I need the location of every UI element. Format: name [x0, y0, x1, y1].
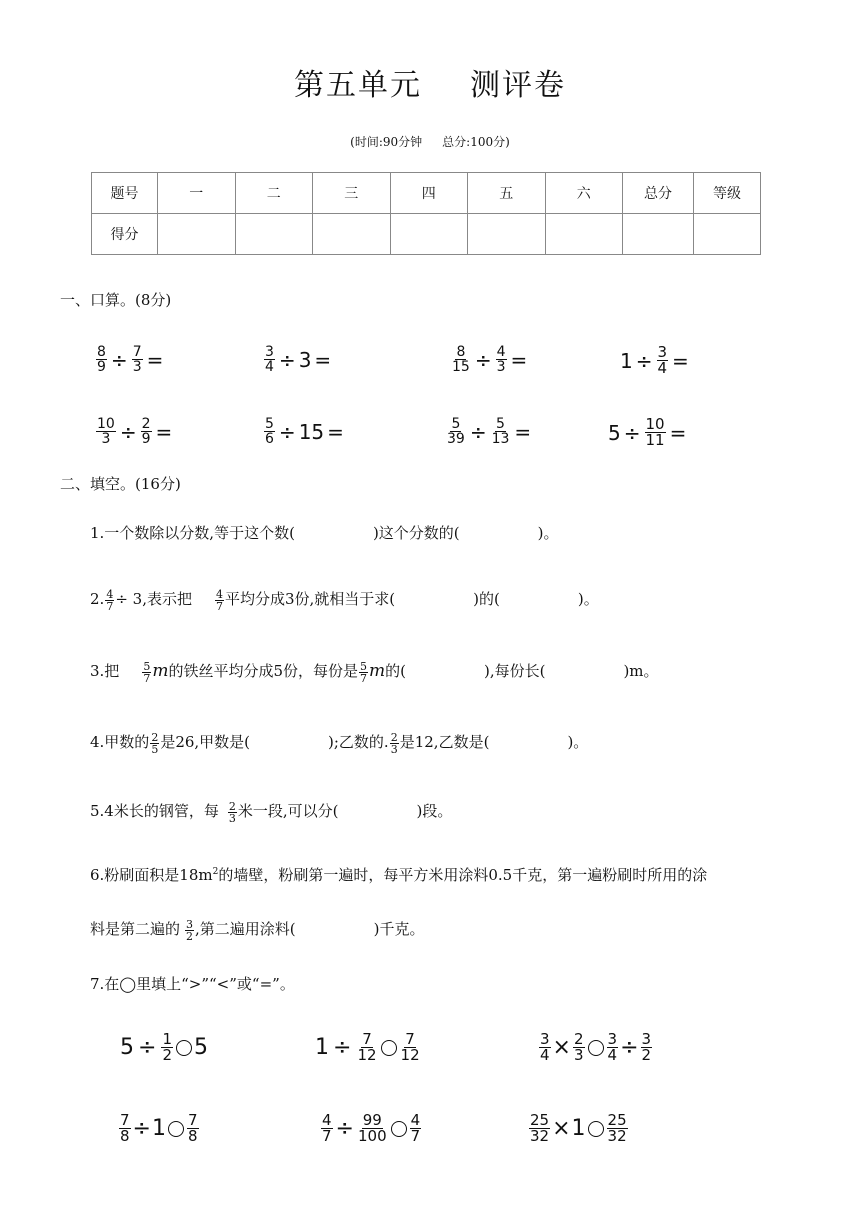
- fraction: [451, 345, 471, 374]
- denominator: 3: [101, 431, 111, 447]
- question-5: [90, 800, 452, 824]
- numerator: 7: [187, 1111, 198, 1129]
- score-cell[interactable]: [545, 214, 623, 255]
- question-4: [90, 731, 588, 755]
- text-span: )m。: [623, 662, 659, 680]
- fraction: [410, 1113, 422, 1144]
- denominator: 7: [143, 671, 151, 685]
- numerator: 4: [410, 1111, 421, 1129]
- score-header-cell: 五: [468, 173, 546, 214]
- page-subtitle: [0, 133, 860, 150]
- score-table-score-row: [92, 214, 761, 255]
- section-2-title: 二、填空。(16分): [60, 475, 181, 493]
- compare-item-3: [538, 1032, 653, 1063]
- fraction: [400, 1032, 421, 1063]
- text-span: 3: [298, 347, 312, 372]
- fraction: [264, 417, 275, 446]
- denominator: 3: [132, 359, 142, 375]
- text-span: )。: [577, 590, 599, 608]
- denominator: 13: [491, 431, 510, 447]
- fraction: [529, 1113, 550, 1144]
- oral-item-2: [263, 345, 334, 374]
- oral-item-8: [608, 417, 689, 448]
- title-part-unit: 第五单元: [294, 68, 422, 103]
- text-span: 是12,乙数是(: [399, 733, 490, 751]
- numerator: 2: [141, 416, 151, 432]
- compare-item-4: [118, 1113, 200, 1144]
- fraction: [645, 417, 666, 448]
- score-row-label: 得分: [92, 214, 158, 255]
- operator: =: [669, 420, 687, 445]
- numerator: 2: [390, 730, 398, 744]
- compare-circle[interactable]: [381, 1040, 397, 1056]
- fraction: [96, 417, 116, 446]
- numerator: 2: [573, 1030, 584, 1048]
- page-title: [0, 60, 860, 104]
- numerator: 3: [540, 1030, 550, 1048]
- operator: ÷: [138, 1035, 157, 1060]
- score-header-cell: 等级: [694, 173, 761, 214]
- denominator: 7: [322, 1127, 332, 1145]
- denominator: 3: [228, 811, 236, 825]
- fraction: [321, 1113, 333, 1144]
- denominator: 7: [106, 599, 114, 613]
- question-6-line-1: [90, 864, 707, 885]
- operator: ÷: [620, 1035, 639, 1060]
- numerator: 3: [186, 917, 194, 931]
- text-span: 1.一个数除以分数,等于这个数(: [90, 524, 295, 542]
- compare-item-1: [120, 1032, 208, 1063]
- score-cell[interactable]: [623, 214, 694, 255]
- fraction: [496, 345, 507, 374]
- score-header-cell: 二: [235, 173, 313, 214]
- text-span: )。: [537, 524, 559, 542]
- score-cell[interactable]: [313, 214, 391, 255]
- compare-item-6: [528, 1113, 629, 1144]
- denominator: 8: [120, 1127, 130, 1145]
- denominator: 39: [447, 431, 465, 447]
- numerator: 2: [151, 730, 159, 744]
- text-span: m: [152, 661, 169, 681]
- numerator: 5: [143, 659, 151, 673]
- numerator: 8: [97, 344, 106, 360]
- score-header-cell: 一: [158, 173, 236, 214]
- denominator: 3: [390, 742, 398, 756]
- text-span: 15: [298, 419, 325, 444]
- fraction: [132, 345, 143, 374]
- text-span: 的(: [385, 662, 406, 680]
- numerator: 99: [362, 1111, 382, 1129]
- oral-item-5: [95, 417, 175, 446]
- score-cell[interactable]: [694, 214, 761, 255]
- numerator: 25: [530, 1111, 550, 1129]
- operator: ÷: [635, 348, 653, 373]
- denominator: 7: [410, 1127, 421, 1145]
- compare-circle[interactable]: [588, 1040, 604, 1056]
- fraction: [357, 1113, 388, 1144]
- fraction: [573, 1032, 585, 1063]
- fraction: [150, 732, 159, 755]
- numerator: 25: [607, 1111, 627, 1129]
- score-header-cell: 三: [313, 173, 391, 214]
- text-span: );乙数的.: [328, 733, 389, 751]
- text-span: 5: [120, 1035, 134, 1060]
- compare-circle[interactable]: [168, 1121, 184, 1137]
- fraction: [141, 417, 152, 446]
- oral-item-1: [95, 345, 166, 374]
- fraction: [228, 801, 237, 824]
- numerator: 7: [120, 1111, 130, 1129]
- text-span: )的(: [473, 590, 500, 608]
- operator: ×: [552, 1116, 571, 1141]
- score-table: [91, 172, 761, 255]
- denominator: 12: [400, 1046, 420, 1064]
- fraction: [491, 417, 511, 446]
- denominator: 4: [607, 1046, 618, 1064]
- text-span: )段。: [416, 802, 453, 820]
- section-1-title: 一、口算。(8分): [60, 291, 172, 309]
- text-span: 的墙壁，粉刷第一遍时，每平方米用涂料0.5千克，第一遍粉刷时所用的涂: [218, 866, 708, 884]
- text-span: )。: [567, 733, 589, 751]
- question-2: [90, 588, 599, 612]
- text-span: 1: [151, 1116, 166, 1141]
- denominator: 4: [657, 359, 668, 377]
- text-span: 1: [620, 348, 633, 373]
- fraction: [142, 661, 151, 684]
- text-span: 5: [608, 420, 621, 445]
- fraction: [641, 1032, 653, 1063]
- score-header-cell: 四: [390, 173, 468, 214]
- fraction: [215, 589, 224, 612]
- operator: =: [327, 419, 344, 444]
- numerator: 10: [97, 416, 115, 432]
- operator: ÷: [623, 420, 641, 445]
- question-6-line-2: [90, 918, 425, 942]
- operator: =: [314, 347, 332, 372]
- numerator: 3: [607, 1030, 618, 1048]
- text-span: ÷ 3,表示把: [115, 590, 192, 608]
- oral-item-4: [620, 345, 692, 376]
- operator: ÷: [469, 419, 487, 444]
- text-span: 5: [193, 1035, 208, 1060]
- denominator: 3: [573, 1046, 584, 1064]
- denominator: 5: [151, 742, 159, 756]
- fraction: [96, 345, 107, 374]
- numerator: 10: [645, 415, 665, 433]
- total-score: 总分:100分): [442, 135, 510, 149]
- operator: ÷: [335, 1116, 354, 1141]
- fraction: [105, 589, 114, 612]
- operator: =: [672, 348, 689, 373]
- operator: =: [155, 419, 173, 444]
- text-span: 平均分成3份,就相当于求(: [224, 590, 396, 608]
- text-span: 的铁丝平均分成5份，每份是: [168, 662, 358, 680]
- question-7: 7.在◯里填上“>”“<”或“=”。: [90, 975, 295, 993]
- operator: ÷: [110, 347, 128, 372]
- operator: =: [510, 347, 528, 372]
- score-header-cell: 总分: [623, 173, 694, 214]
- score-cell[interactable]: [390, 214, 468, 255]
- score-cell[interactable]: [468, 214, 546, 255]
- score-cell[interactable]: [235, 214, 313, 255]
- numerator: 8: [456, 344, 466, 360]
- score-table-header-row: [92, 173, 761, 214]
- numerator: 7: [405, 1030, 415, 1048]
- text-span: 是26,甲数是(: [160, 733, 251, 751]
- title-part-test: 测评卷: [470, 68, 566, 103]
- fraction: [187, 1113, 199, 1144]
- fraction: [119, 1113, 131, 1144]
- fraction: [161, 1032, 173, 1063]
- operator: ÷: [333, 1035, 352, 1060]
- text-span: 4.甲数的: [90, 733, 150, 751]
- fraction: [185, 919, 194, 942]
- time-limit: (时间:90分钟: [350, 135, 423, 149]
- oral-item-7: [445, 417, 534, 446]
- text-span: ),每份长(: [483, 662, 546, 680]
- oral-item-3: [450, 345, 530, 374]
- fraction: [390, 732, 399, 755]
- numerator: 3: [265, 344, 274, 360]
- denominator: 32: [607, 1127, 627, 1145]
- fraction: [264, 345, 275, 374]
- compare-circle[interactable]: [588, 1121, 604, 1137]
- denominator: 2: [162, 1046, 172, 1064]
- numerator: 3: [657, 343, 668, 361]
- score-header-cell: 题号: [92, 173, 158, 214]
- numerator: 5: [359, 659, 367, 673]
- text-span: )千克。: [373, 920, 425, 938]
- denominator: 2: [186, 929, 194, 943]
- operator: =: [146, 347, 164, 372]
- question-3: [90, 660, 659, 684]
- denominator: 4: [265, 359, 274, 375]
- denominator: 7: [359, 671, 367, 685]
- fraction: [657, 345, 669, 376]
- operator: ÷: [278, 347, 296, 372]
- denominator: 9: [97, 359, 106, 375]
- fraction: [356, 1032, 377, 1063]
- denominator: 8: [187, 1127, 198, 1145]
- question-1: [90, 522, 559, 543]
- operator: ÷: [474, 347, 492, 372]
- denominator: 32: [530, 1127, 550, 1145]
- operator: =: [514, 419, 532, 444]
- oral-item-6: [263, 417, 347, 446]
- numerator: 4: [322, 1111, 332, 1129]
- fraction: [607, 1113, 628, 1144]
- denominator: 4: [540, 1046, 550, 1064]
- denominator: 2: [641, 1046, 652, 1064]
- numerator: 3: [641, 1030, 652, 1048]
- denominator: 9: [141, 431, 151, 447]
- fraction: [607, 1032, 619, 1063]
- denominator: 11: [645, 431, 665, 449]
- operator: ÷: [132, 1116, 151, 1141]
- compare-circle[interactable]: [176, 1040, 192, 1056]
- numerator: 2: [228, 799, 236, 813]
- denominator: 6: [265, 431, 274, 447]
- fraction: [539, 1032, 551, 1063]
- score-cell[interactable]: [158, 214, 236, 255]
- numerator: 7: [132, 344, 142, 360]
- fraction: [446, 417, 466, 446]
- text-span: 1: [315, 1035, 329, 1060]
- text-span: )这个分数的(: [372, 524, 460, 542]
- text-span: ,第二遍用涂料(: [195, 920, 296, 938]
- numerator: 4: [106, 587, 114, 601]
- compare-circle[interactable]: [391, 1121, 407, 1137]
- text-span: 6.粉刷面积是18m: [90, 866, 213, 884]
- operator: ×: [552, 1035, 571, 1060]
- denominator: 3: [496, 359, 506, 375]
- denominator: 12: [357, 1046, 377, 1064]
- denominator: 7: [215, 599, 223, 613]
- text-span: 5.4米长的钢管，每: [90, 802, 219, 820]
- fraction: [359, 661, 368, 684]
- operator: ÷: [278, 419, 296, 444]
- denominator: 100: [357, 1127, 387, 1145]
- compare-item-2: [315, 1032, 422, 1063]
- numerator: 4: [496, 344, 506, 360]
- text-span: 料是第二遍的: [90, 920, 181, 938]
- numerator: 1: [162, 1030, 172, 1048]
- numerator: 7: [362, 1030, 372, 1048]
- score-header-cell: 六: [545, 173, 623, 214]
- operator: ÷: [119, 419, 137, 444]
- numerator: 5: [265, 416, 274, 432]
- text-span: 米一段,可以分(: [237, 802, 339, 820]
- numerator: 5: [451, 416, 461, 432]
- numerator: 5: [496, 416, 505, 432]
- compare-item-5: [320, 1113, 422, 1144]
- text-span: 2: [212, 867, 219, 877]
- text-span: 3.把: [90, 662, 120, 680]
- text-span: m: [368, 661, 386, 681]
- numerator: 4: [215, 587, 223, 601]
- denominator: 15: [452, 359, 470, 375]
- text-span: 1: [571, 1116, 586, 1141]
- text-span: 2.: [90, 590, 105, 608]
